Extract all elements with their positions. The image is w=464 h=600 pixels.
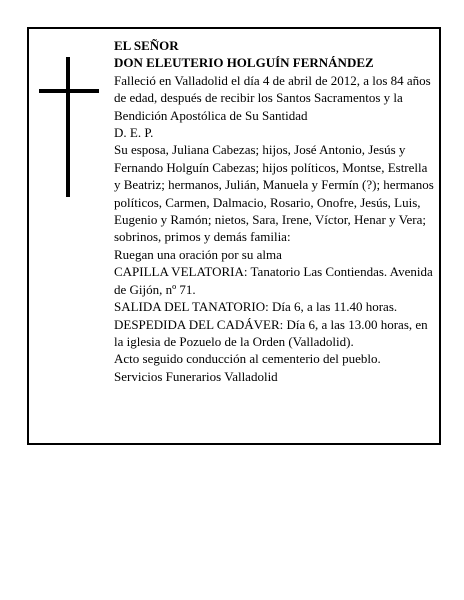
burial-note: Acto seguido conducción al cementerio del pueblo. xyxy=(114,351,381,367)
family-list: Su esposa, Juliana Cabezas; hijos, José Antonio, Jesús y Fernando Holguín Cabezas; hijos políticos, Montse, Estrella y Beatriz; hermanos, Julián, Manuela y Fermín (?); hermanos políticos, Carmen, Dalmacio, Rosario, Onofre, Jesús, Luis, Eugenio y Ramón; nietos, Sara, Irene, Víctor, Henar y Vera; sobrinos, primos y demás familia: xyxy=(114,142,434,245)
farewell-details: DESPEDIDA DEL CADÁVER: Día 6, a las 13.00 horas, en la iglesia de Pozuelo de la Orden (Valladolid). xyxy=(114,316,428,349)
title-line-1: EL SEÑOR xyxy=(114,38,179,53)
wake-location: CAPILLA VELATORIA: Tanatorio Las Contiendas. Avenida de Gijón, nº 71. xyxy=(114,264,433,297)
death-statement: Falleció en Valladolid el día 4 de abril de 2012, a los 84 años de edad, después de recibir los Santos Sacramentos y la Bendición Apostólica de Su Santidad xyxy=(114,72,431,123)
departure-time: SALIDA DEL TANATORIO: Día 6, a las 11.40 horas. xyxy=(114,299,398,315)
cross-icon xyxy=(39,57,99,197)
cross-horizontal-bar xyxy=(39,89,99,93)
cross-vertical-bar xyxy=(66,57,70,197)
obituary-text xyxy=(114,37,434,385)
prayer-request: Ruegan una oración por su alma xyxy=(114,246,282,262)
deceased-name: DON ELEUTERIO HOLGUÍN FERNÁNDEZ xyxy=(114,55,374,71)
dep-line: D. E. P. xyxy=(114,125,154,141)
funeral-services: Servicios Funerarios Valladolid xyxy=(114,368,278,384)
